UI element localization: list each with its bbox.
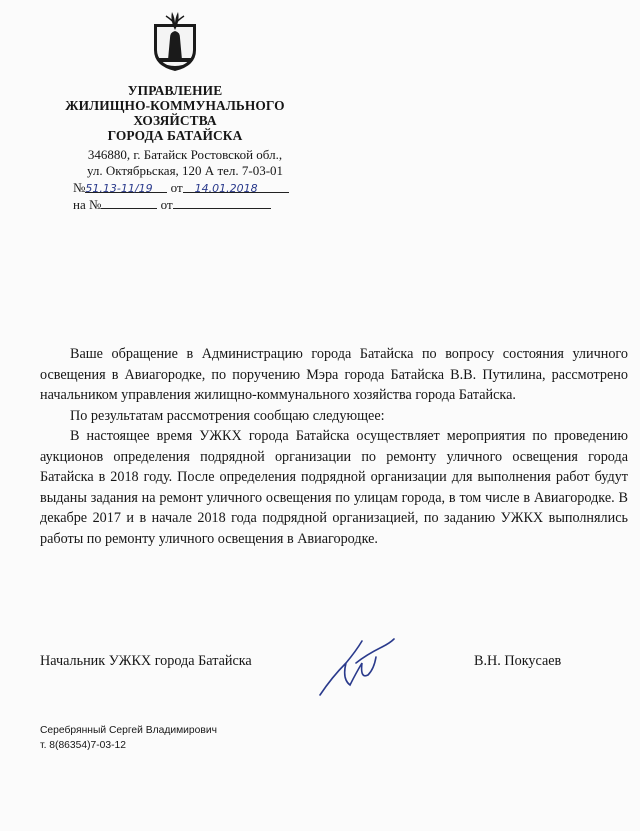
signatory-title: Начальник УЖКХ города Батайска [40,653,252,669]
reg-date-field [183,180,289,193]
body-paragraph-1: Ваше обращение в Администрацию города Батайска по вопросу состояния уличного освещения в Авиагородке, по поручению Мэра города Батайска В.В. Путилина, рассмотрено начальником управления жилищно-коммунального хозяйства города Батайска. [40,346,628,403]
ref-no-label: на № [73,197,102,212]
body-paragraph-2: По результатам рассмотрения сообщаю следующее: [70,407,385,424]
organization-address [70,147,300,179]
reg-no-label: № [73,180,86,195]
org-line-3: ХОЗЯЙСТВА [133,113,217,128]
ref-no-field [101,196,157,209]
reg-date-label: от [170,180,183,195]
reg-no-field [85,180,167,193]
org-line-4: ГОРОДА БАТАЙСКА [107,128,243,143]
organization-name [56,83,294,143]
reference-registration-line [73,196,271,213]
ref-date-field [173,196,271,209]
handwritten-signature [316,633,396,701]
body-paragraph-3: В настоящее время УЖКХ города Батайска осуществляет мероприятия по проведению аукционов определения подрядной организации по ремонту уличного освещения города Батайска в 2018 году. После определения подрядной организации для выполнения работ будут выданы задания на ремонт уличного освещения по улицам города, в том числе в Авиагородке. В декабре 2017 и в начале 2018 года подрядной организацией, по заданию УЖКХ выполнялись работы по ремонту уличного освещения в Авиагородке. [40,428,628,547]
address-line-1: 346880, г. Батайск Ростовской обл., [87,147,283,162]
outgoing-registration-line [73,180,289,196]
executor-name: Серебрянный Сергей Владимирович [40,725,217,736]
ref-date-label: от [160,197,173,212]
org-line-1: УПРАВЛЕНИЕ [127,83,223,98]
reg-date-value: 14.01.2018 [194,182,258,195]
org-line-2: ЖИЛИЩНО-КОММУНАЛЬНОГО [65,98,285,113]
executor-phone: т. 8(86354)7-03-12 [40,740,127,751]
reg-no-value: 51.13-11/19 [85,182,153,195]
letter-body [40,344,628,549]
signatory-name: В.Н. Покусаев [474,653,562,669]
batajsk-coat-of-arms-icon [150,10,200,72]
address-line-2: ул. Октябрьская, 120 А тел. 7-03-01 [86,163,284,178]
